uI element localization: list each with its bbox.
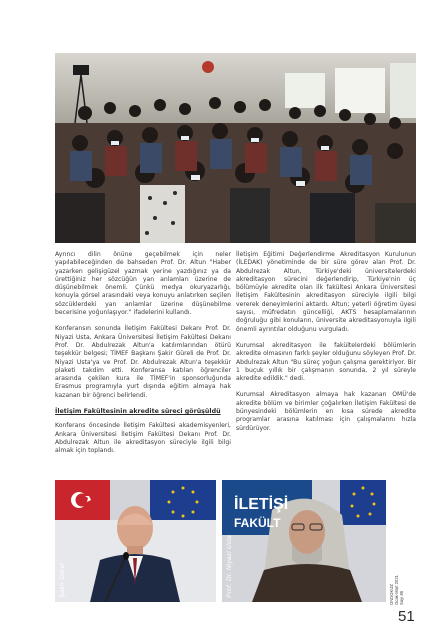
paragraph: İletişim Eğitimi Değerlendirme Akreditasyon Kurulunun (İLEDAK) yönetiminde de bir süre görev alan Prof. Dr. Abdulrezak Altun, Türkiye'deki üniversitelerdeki akreditasyon sürecini değerlendirip, Türkiye'nin üç bölümüyle akredite olan ilk fakültesi Ankara Üniversitesi İletişim Fakültesinin akreditasyon süreciyle ilgili bilgi vererek deneyimlerini aktardı. Altun; yeterli öğretim üyesi sayısı, müfredatın güncelliği, AKTS hesaplamalarının doğruluğu gibi konuların, üniversite akreditasyonuyla ilgili önemli ayrıntılar olduğunu vurguladı. bbox=[236, 251, 416, 333]
page-number: 51 bbox=[398, 608, 415, 625]
photo-caption: Prof. Dr. Niyazi Usta bbox=[226, 535, 233, 598]
paragraph: Ayrıncı dilin önüne geçebilmek için neler yapılabileceğinden de bahseden Prof. Dr. Altun "Haber yazarken gelişigüzel yazmak yerine yazdığınız ya da ürettiğiniz her sözcüğün yan anlamları üzerine de düşünebilmek önemli. Çünkü medya okuryazarlığı, konuyla görsel arasındaki veya konuyu anlatırken seçilen sözcüklerdeki yan anlamlar üzerine düşünebilme becerisine yoğunlaşıyor." ifadelerini kullandı. bbox=[55, 251, 231, 317]
magazine-name: ONDOKUZ bbox=[389, 584, 394, 606]
audience-photo bbox=[55, 53, 416, 243]
left-text-column bbox=[55, 251, 231, 464]
banner-text: İLETİŞİ bbox=[234, 496, 289, 513]
photo-caption: Şakir Gürel bbox=[59, 563, 66, 598]
banner-text: FAKÜLT bbox=[234, 516, 281, 530]
speaker-photo-gurel bbox=[55, 480, 216, 602]
paragraph: Kurumsal Akreditasyon almaya hak kazanan OMÜ'de akredite bölüm ve birimler çoğalırken İletişim Fakültesi de bünyesindeki bölümlerin en kısa sürede akredite programlar arasına katılması için çalışmalarını hızla sürdürüyor. bbox=[236, 391, 416, 432]
paragraph: Konferansın sonunda İletişim Fakültesi Dekanı Prof. Dr. Niyazi Usta, Ankara Üniversitesi İletişim Fakültesi Dekanı Prof. Dr. Abdulrezak Altun'a katılımlarından ötürü teşekkür belgesi; TİMEF Başkanı Şakir Güreli de Prof. Dr. Niyazi Usta'ya ve Prof. Dr. Abdulrezak Altun'a teşekkür plaketi takdim etti. Konferansa katılan öğrenciler arasında çekilen kura ile TİMEF'in sponsorluğunda Erasmus programıyla yurt dışında eğitim almaya hak kazanan bir öğrenci belirlendi. bbox=[55, 325, 231, 399]
issue-info bbox=[389, 575, 404, 605]
issue-date: Ocak-Mart 2021 bbox=[394, 575, 399, 606]
right-text-column bbox=[236, 251, 416, 441]
section-heading: İletişim Fakültesinin akredite süreci görüşüldü bbox=[55, 408, 221, 416]
paragraph: Konferans öncesinde İletişim Fakültesi akademisyenleri, Ankara Üniversitesi İletişim Fakültesi Dekanı Prof. Dr. Abdulrezak Altun ile akreditasyon süreciyle ilgili bilgi almak için toplandı. bbox=[55, 422, 231, 455]
issue-number: Sayı 86 bbox=[399, 590, 404, 606]
speaker-photo-usta bbox=[222, 480, 386, 602]
paragraph: Kurumsal akreditasyon ile fakültelerdeki bölümlerin akredite olmasının farklı şeyler olduğunu söyleyen Prof. Dr. Abdulrezak Altun "Bu süreç yoğun çalışma gerektiriyor. Bir 1 buçuk yıllık bir çalışmanın sonunda, 2 yıl süreyle akredite edildik." dedi. bbox=[236, 341, 416, 383]
